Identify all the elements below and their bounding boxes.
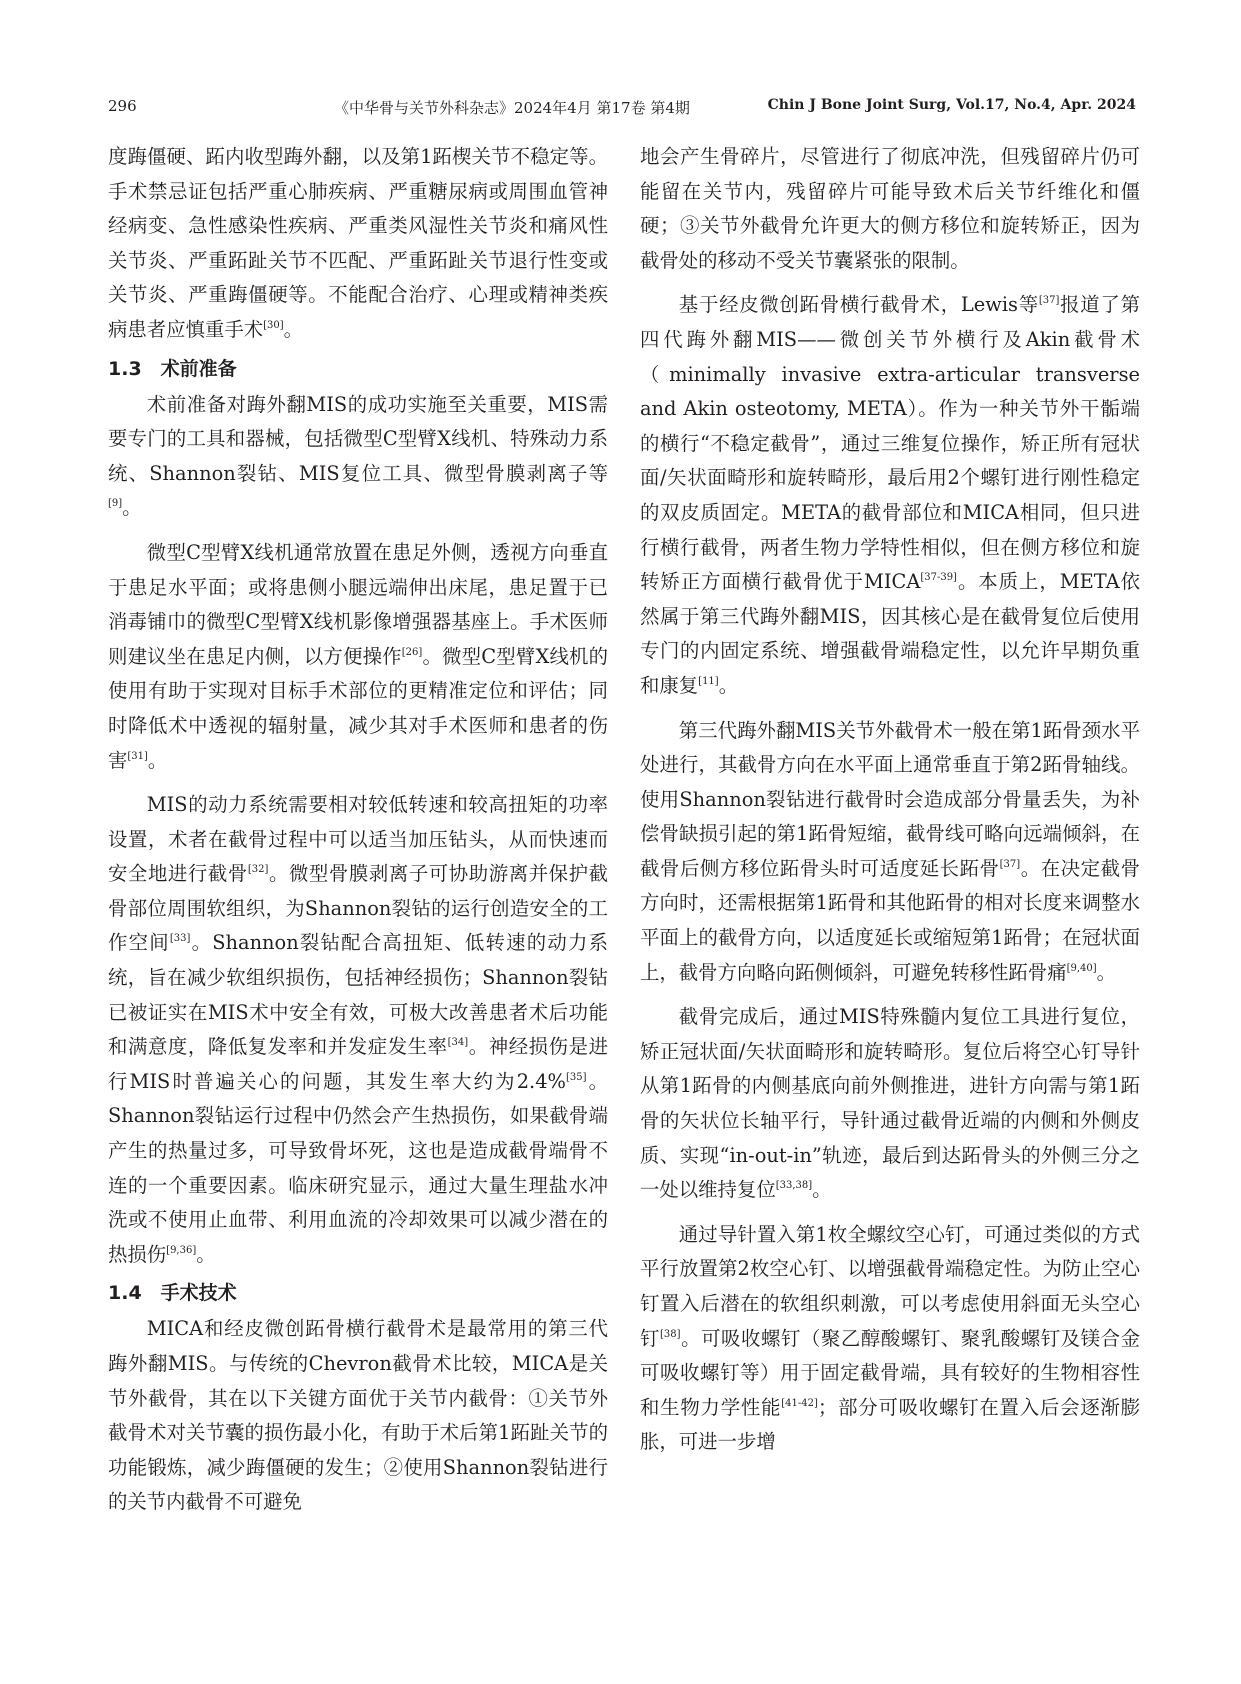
running-header [108,97,1136,121]
paragraph-text: 。在决定截骨方向时，还需根据第1跖骨和其他跖骨的相对长度来调整水平面上的截骨方向，以适度延长或缩短第1跖骨；在冠状面上，截骨方向略向跖侧倾斜，可避免转移性跖骨痛 [640,856,1141,984]
citation: [9,36] [166,1244,197,1256]
paragraph-text: ；部分可吸收螺钉在置入后会逐渐膨胀，可进一步增 [640,1395,1141,1454]
paragraph: 基于经皮微创跖骨横行截骨术，Lewis等[37]报道了第四代踇外翻MIS——微创关节外横行及Akin截骨术（minimally invasive extra-articular transverse and Akin osteotomy, META）。作为一种关节外干骺端的横行“不稳定截骨”，通过三维复位操作，矫正所有冠状面/矢状面畸形和旋转畸形，最后用2个螺钉进行刚性稳定的双皮质固定。META的截骨部位和MICA相同，但只进行横行截骨，两者生物力学特性相似，但在侧方移位和旋转矫正方面横行截骨优于MICA[37-39]。本质上，META依然属于第三代踇外翻MIS，因其核心是在截骨复位后使用专门的内固定系统、增强截骨端稳定性，以允许早期负重和康复[11]。 [640,293,1140,697]
paragraph: 截骨完成后，通过MIS特殊髓内复位工具进行复位，矫正冠状面/矢状面畸形和旋转畸形。复位后将空心钉导针从第1跖骨的内侧基底向前外侧推进，进针方向需与第1跖骨的矢状位长轴平行，导针通过截骨近端的内侧和外侧皮质、实现“in-out-in”轨迹，最后到达跖骨头的外侧三分之一处以维持复位[33,38]。 [640,1005,1140,1202]
citation: [37] [999,858,1021,870]
citation: [32] [247,864,269,876]
citation: [9] [108,498,123,510]
paragraph-text: 。Shannon裂钻配合高扭矩、低转速的动力系统，旨在减少软组织损伤，包括神经损伤；Shannon裂钻已被证实在MIS术中安全有效，可极大改善患者术后功能和满意度，降低复发率和并发症发生率 [108,931,608,1059]
section-heading-1-4: 1.4 手术技术 [108,1282,237,1305]
paragraph: 度踇僵硬、跖内收型踇外翻，以及第1跖楔关节不稳定等。手术禁忌证包括严重心肺疾病、严重糖尿病或周围血管神经病变、急性感染性疾病、严重类风湿性关节炎和痛风性关节炎、严重跖趾关节不匹配、严重跖趾关节退行性变或关节炎、严重踇僵硬等。不能配合治疗、心理或精神类疾病患者应慎重手术[30]。 [108,145,608,341]
paragraph: 术前准备对踇外翻MIS的成功实施至关重要，MIS需要专门的工具和器械，包括微型C型臂X线机、特殊动力系统、Shannon裂钻、MIS复位工具、微型骨膜剥离子等[9]。 [108,392,608,520]
page-number: 296 [108,97,137,115]
citation: [9,40] [1066,962,1097,974]
paragraph-text: 。本质上，META依然属于第三代踇外翻MIS，因其核心是在截骨复位后使用专门的内固定系统、增强截骨端稳定性，以允许早期负重和康复 [640,570,1140,697]
citation: [34] [447,1037,469,1049]
left-column [108,140,608,1520]
paragraph [640,140,1140,278]
paragraph-text: 截骨完成后，通过MIS特殊髓内复位工具进行复位，矫正冠状面/矢状面畸形和旋转畸形。复位后将空心钉导针从第1跖骨的内侧基底向前外侧推进，进针方向需与第1跖骨的矢状位长轴平行，导针通过截骨近端的内侧和外侧皮质、实现“in-out-in”轨迹，最后到达跖骨头的外侧三分之一处以维持复位 [640,1005,1140,1202]
citation: [38] [659,1328,681,1340]
citation: [30] [263,319,284,331]
paragraph-text: 。神经损伤是进行MIS时普遍关心的问题，其发生率大约为2.4% [108,1035,609,1093]
citation: [33,38] [775,1180,813,1192]
citation: [37-39] [920,572,957,584]
journal-title-en: Chin J Bone Joint Surg, Vol.17, No.4, Apr. 2024 [767,97,1136,113]
citation: [37] [1038,295,1060,307]
paragraph-text: MIS的动力系统需要相对较低转速和较高扭矩的功率设置，术者在截骨过程中可以适当加压钻头，从而快速而安全地进行截骨 [108,793,608,886]
paragraph-text: 地会产生骨碎片，尽管进行了彻底冲洗，但残留碎片仍可能留在关节内，残留碎片可能导致术后关节纤维化和僵硬；③关节外截骨允许更大的侧方移位和旋转矫正，因为截骨处的移动不受关节囊紧张的限制。 [640,145,1140,272]
citation: [41-42] [781,1397,818,1409]
paragraph-text: 。微型骨膜剥离子可协助游离并保护截骨部位周围软组织，为Shannon裂钻的运行创造安全的工作空间 [108,862,609,955]
section-heading-1-3: 1.3 术前准备 [108,357,237,380]
citation: [11] [698,675,719,687]
paragraph-text: 度踇僵硬、跖内收型踇外翻，以及第1跖楔关节不稳定等。手术禁忌证包括严重心肺疾病、严重糖尿病或周围血管神经病变、急性感染性疾病、严重类风湿性关节炎和痛风性关节炎、严重跖趾关节不匹配、严重跖趾关节退行性变或关节炎、严重踇僵硬等。不能配合治疗、心理或精神类疾病患者应慎重手术 [108,145,608,341]
paragraph: MIS的动力系统需要相对较低转速和较高扭矩的功率设置，术者在截骨过程中可以适当加压钻头，从而快速而安全地进行截骨[32]。微型骨膜剥离子可协助游离并保护截骨部位周围软组织，为Shannon裂钻的运行创造安全的工作空间[33]。Shannon裂钻配合高扭矩、低转速的动力系统，旨在减少软组织损伤，包括神经损伤；Shannon裂钻已被证实在MIS术中安全有效，可极大改善患者术后功能和满意度，降低复发率和并发症发生率[34]。神经损伤是进行MIS时普遍关心的问题，其发生率大约为2.4%[35]。Shannon裂钻运行过程中仍然会产生热损伤，如果截骨端产生的热量过多，可导致骨坏死，这也是造成截骨端骨不连的一个重要因素。临床研究显示，通过大量生理盐水冲洗或不使用止血带、利用血流的冷却效果可以减少潜在的热损伤[9,36]。 [108,793,609,1266]
paragraph [640,1218,1140,1460]
paragraph-text: 基于经皮微创跖骨横行截骨术，Lewis等 [678,293,1039,317]
paragraph-text: MICA和经皮微创跖骨横行截骨术是最常用的第三代踇外翻MIS。与传统的Chevron截骨术比较，MICA是关节外截骨，其在以下关键方面优于关节内截骨：①关节外截骨术对关节囊的损伤最小化，有助于术后第1跖趾关节的功能锻炼，减少踇僵硬的发生；②使用Shannon裂钻进行的关节内截骨不可避免 [108,1317,608,1514]
paragraph-text: 第三代踇外翻MIS关节外截骨术一般在第1跖骨颈水平处进行，其截骨方向在水平面上通常垂直于第2跖骨轴线。使用Shannon裂钻进行截骨时会造成部分骨量丢失，为补偿骨缺损引起的第1跖骨短缩，截骨线可略向远端倾斜，在截骨后侧方移位跖骨头时可适度延长跖骨 [640,718,1140,880]
paragraph-text: 。可吸收螺钉（聚乙醇酸螺钉、聚乳酸螺钉及镁合金可吸收螺钉等）用于固定截骨端，具有较好的生物相容性和生物力学性能 [640,1326,1141,1419]
citation: [31] [127,750,148,762]
paragraph-text: 术前准备对踇外翻MIS的成功实施至关重要，MIS需要专门的工具和器械，包括微型C型臂X线机、特殊动力系统、Shannon裂钻、MIS复位工具、微型骨膜剥离子等 [108,392,608,485]
paragraph [108,1312,608,1520]
citation: [26] [401,646,423,658]
right-column [640,140,1140,1460]
paragraph-text: 。微型C型臂X线机的使用有助于实现对目标手术部位的更精准定位和评估；同时降低术中透视的辐射量，减少其对手术医师和患者的伤害 [108,644,609,772]
journal-title-cn: 《中华骨与关节外科杂志》2024年4月 第17卷 第4期 [334,99,690,117]
paragraph: 第三代踇外翻MIS关节外截骨术一般在第1跖骨颈水平处进行，其截骨方向在水平面上通常垂直于第2跖骨轴线。使用Shannon裂钻进行截骨时会造成部分骨量丢失，为补偿骨缺损引起的第1跖骨短缩，截骨线可略向远端倾斜，在截骨后侧方移位跖骨头时可适度延长跖骨[37]。在决定截骨方向时，还需根据第1跖骨和其他跖骨的相对长度来调整水平面上的截骨方向，以适度延长或缩短第1跖骨；在冠状面上，截骨方向略向跖侧倾斜，可避免转移性跖骨痛[9,40]。 [640,718,1141,984]
citation: [35] [565,1071,587,1083]
paragraph-text: 报道了第四代踇外翻MIS——微创关节外横行及Akin截骨术（minimally invasive extra-articular transverse and Akin osteotomy, META）。作为一种关节外干骺端的横行“不稳定截骨”，通过三维复位操作，矫正所有冠状面/矢状面畸形和旋转畸形，最后用2个螺钉进行刚性稳定的双皮质固定。META的截骨部位和MICA相同，但只进行横行截骨，两者生物力学特性相似，但在侧方移位和旋转矫正方面横行截骨优于MICA [640,293,1140,594]
paragraph-text: 通过导针置入第1枚全螺纹空心钉，可通过类似的方式平行放置第2枚空心钉、以增强截骨端稳定性。为防止空心钉置入后潜在的软组织刺激，可以考虑使用斜面无头空心钉 [640,1222,1140,1350]
citation: [33] [169,933,191,945]
paragraph: 微型C型臂X线机通常放置在患足外侧，透视方向垂直于患足水平面；或将患侧小腿远端伸出床尾，患足置于已消毒铺巾的微型C型臂X线机影像增强器基座上。手术医师则建议坐在患足内侧，以方便操作[26]。微型C型臂X线机的使用有助于实现对目标手术部位的更精准定位和评估；同时降低术中透视的辐射量，减少其对手术医师和患者的伤害[31]。 [108,540,609,772]
paragraph-text: 微型C型臂X线机通常放置在患足外侧，透视方向垂直于患足水平面；或将患侧小腿远端伸出床尾，患足置于已消毒铺巾的微型C型臂X线机影像增强器基座上。手术医师则建议坐在患足内侧，以方便操作 [108,540,608,668]
paragraph-text: 。Shannon裂钻运行过程中仍然会产生热损伤，如果截骨端产生的热量过多，可导致骨坏死，这也是造成截骨端骨不连的一个重要因素。临床研究显示，通过大量生理盐水冲洗或不使用止血带、利用血流的冷却效果可以减少潜在的热损伤 [108,1069,608,1266]
